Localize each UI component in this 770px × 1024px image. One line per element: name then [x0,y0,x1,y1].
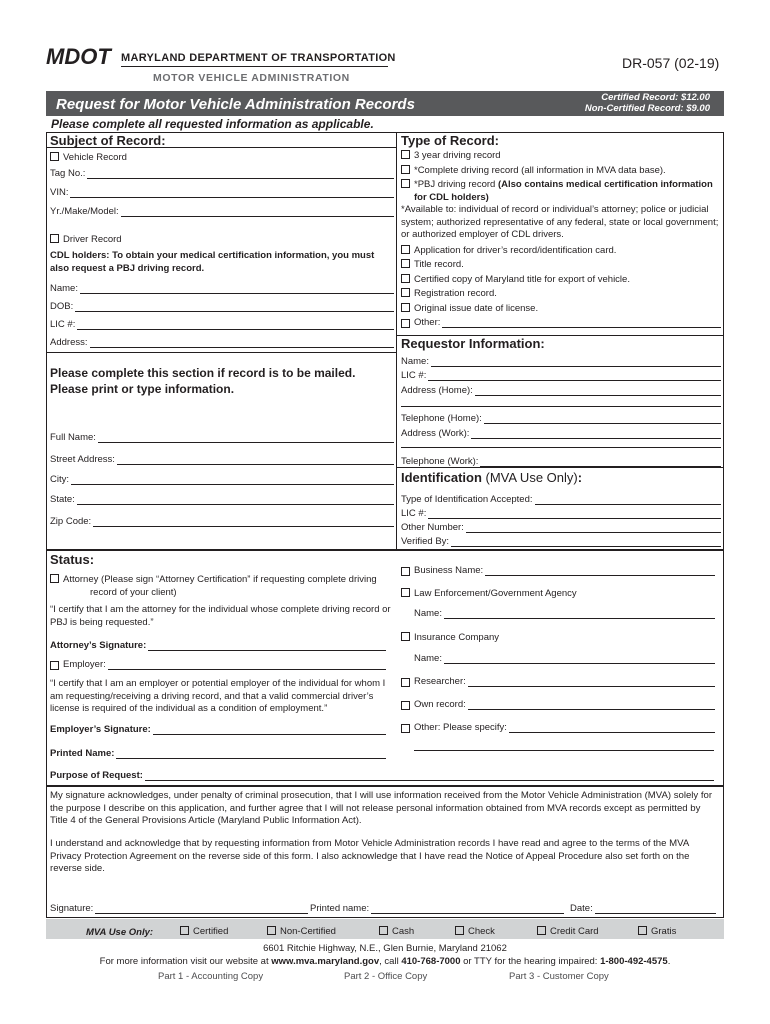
other-specify-label: Other: Please specify: [414,722,507,733]
agency-divider [121,66,388,67]
lic-field[interactable] [50,319,394,330]
type-title-option[interactable] [401,259,721,272]
law-enforcement-checkbox[interactable] [401,588,410,597]
fee-noncertified: Non-Certified Record: $9.00 [584,103,710,114]
id-verified-by-field[interactable] [401,536,721,547]
mva-credit-card-checkbox[interactable] [537,926,546,935]
id-lic-label: LIC #: [401,508,427,519]
subject-heading: Subject of Record: [50,133,166,148]
city-field[interactable] [50,474,394,485]
footer-info-d: . [667,956,671,967]
mva-noncertified-label: Non-Certified [280,926,336,937]
mva-certified-checkbox[interactable] [180,926,189,935]
legal-printed-name-field[interactable] [310,903,564,914]
mva-check-label: Check [468,926,495,937]
zip-code-field[interactable] [50,516,394,527]
employer-signature-label: Employer’s Signature: [50,724,151,735]
yr-make-model-field[interactable] [50,206,394,217]
employer-field[interactable] [50,659,386,670]
state-label: State: [50,494,75,505]
mdot-logo [46,45,116,67]
insurance-label: Insurance Company [414,632,500,643]
id-type-field[interactable] [401,494,721,505]
mva-noncertified-option[interactable] [267,926,336,937]
type-availability-note: *Available to: individual of record or individual’s attorney; police or judicial system; authorized representative of any federal, state or local government; or authorized employer of CDL drivers. [401,204,719,240]
type-list [401,150,721,315]
business-name-field[interactable] [401,565,715,576]
attorney-option[interactable] [50,574,390,599]
own-record-field[interactable] [401,699,715,710]
vin-field[interactable] [50,187,394,198]
telephone-work-label: Telephone (Work): [401,456,479,467]
id-verified-by-label: Verified By: [401,536,450,547]
footer-info-a: For more information visit our website at [99,956,272,967]
requestor-heading: Requestor Information: [401,336,545,351]
type-registration-checkbox[interactable] [401,288,410,297]
date-field[interactable] [570,903,716,914]
law-enforcement-label: Law Enforcement/Government Agency [414,588,577,599]
printed-name-field[interactable] [50,748,386,759]
fees [534,92,710,114]
vehicle-record-option[interactable] [50,152,127,163]
type-3yr-label: 3 year driving record [414,150,501,161]
mailing-heading [50,365,355,397]
own-record-label: Own record: [414,699,466,710]
type-export-label: Certified copy of Maryland title for export of vehicle. [414,273,630,285]
address-home-line2[interactable] [401,406,721,407]
researcher-label: Researcher: [414,676,466,687]
address-field[interactable] [50,337,394,348]
le-name-label: Name: [414,608,442,619]
printed-name-label: Printed Name: [50,748,115,759]
identification-heading-colon: : [577,470,583,485]
id-other-number-field[interactable] [401,522,721,533]
researcher-checkbox[interactable] [401,678,410,687]
business-checkbox[interactable] [401,567,410,576]
id-lic-field[interactable] [401,508,721,519]
type-heading: Type of Record: [401,133,499,148]
driver-record-checkbox[interactable] [50,234,59,243]
mailing-heading-line2: Please print or type information. [50,382,235,396]
street-address-label: Street Address: [50,454,115,465]
footer-contact [0,956,770,967]
full-name-label: Full Name: [50,432,96,443]
column-divider [396,132,397,550]
full-name-field[interactable] [50,432,394,443]
type-title-checkbox[interactable] [401,259,410,268]
part-1-label: Part 1 - Accounting Copy [158,971,264,982]
type-original-issue-label: Original issue date of license. [414,302,539,314]
type-3yr-checkbox[interactable] [401,150,410,159]
footer-tty: 1-800-492-4575 [600,956,668,967]
mva-check-checkbox[interactable] [455,926,464,935]
type-title-label: Title record. [414,259,464,270]
type-pbj-label: *PBJ driving record [414,179,498,190]
legal-paragraph-1: My signature acknowledges, under penalty of criminal prosecution, that I will use information received from the Motor Vehicle Administration (MVA) solely for the purpose I describe on this application, and further agree that I will not release personal information obtained from MVA records except as permitted by Title 4 of the General Provisions Article (Maryland Public Information Act). [50,790,713,826]
type-pbj-checkbox[interactable] [401,179,410,188]
attorney-checkbox[interactable] [50,574,59,583]
yr-make-model-label: Yr./Make/Model: [50,206,119,217]
type-export-option[interactable] [401,274,721,287]
form-number: DR-057 (02-19) [622,55,720,71]
type-complete-label: *Complete driving record (all information in MVA data base). [414,164,666,176]
type-export-checkbox[interactable] [401,274,410,283]
address-home-label: Address (Home): [401,385,473,396]
other-specify-field[interactable] [401,722,715,733]
id-other-number-label: Other Number: [401,522,464,533]
driver-record-option[interactable] [50,234,122,245]
requestor-name-label: Name: [401,356,429,367]
footer-address: 6601 Ritchie Highway, N.E., Glen Burnie, Maryland 21062 [263,943,507,954]
ins-name-label: Name: [414,653,442,664]
attorney-label: Attorney [63,574,102,585]
address-home-field[interactable] [401,385,721,396]
type-original-issue-checkbox[interactable] [401,303,410,312]
type-other-checkbox[interactable] [401,319,410,328]
ins-name-field[interactable] [414,653,715,664]
mva-use-label: MVA Use Only: [86,927,154,938]
dob-field[interactable] [50,301,394,312]
mva-certified-label: Certified [193,926,229,937]
identification-heading [401,470,582,485]
type-application-checkbox[interactable] [401,245,410,254]
fee-certified: Certified Record: $12.00 [601,92,710,103]
requestor-lic-field[interactable] [401,370,721,381]
le-name-field[interactable] [414,608,715,619]
address-work-field[interactable] [401,428,721,439]
signature-label: Signature: [50,903,94,914]
form-title: Request for Motor Vehicle Administration Records [56,96,415,113]
mailing-top-rule [46,352,396,353]
legal-printed-name-label: Printed name: [310,903,370,914]
mailing-heading-line1: Please complete this section if record is to be mailed. [50,366,356,380]
tag-no-label: Tag No.: [50,168,86,179]
type-application-option[interactable] [401,245,721,258]
mva-certified-option[interactable] [180,926,228,937]
insurance-option[interactable] [401,632,499,643]
footer-phone: 410-768-7000 [401,956,461,967]
identification-heading-rest: (MVA Use Only) [481,470,578,485]
mdot-logo-text: MDOT [46,45,111,67]
address-label: Address: [50,337,88,348]
type-application-label: Application for driver’s record/identification card. [414,244,617,256]
type-other-label: Other: [414,317,441,328]
mva-credit-card-label: Credit Card [550,926,599,937]
business-name-label: Business Name: [414,565,484,576]
type-3yr-option[interactable] [401,150,721,163]
telephone-home-field[interactable] [401,413,721,424]
mva-gratis-option[interactable] [638,926,676,937]
mva-cash-label: Cash [392,926,415,937]
other-specify-checkbox[interactable] [401,724,410,733]
mva-check-option[interactable] [455,926,495,937]
employer-label: Employer: [63,659,106,670]
type-pbj-option[interactable] [401,179,721,204]
type-complete-option[interactable] [401,165,721,178]
attorney-certification: “I certify that I am the attorney for the individual whose complete driving record or PBJ is being requested.” [50,604,391,628]
part-3-label: Part 3 - Customer Copy [509,971,609,982]
law-enforcement-option[interactable] [401,588,577,599]
type-original-issue-option[interactable] [401,303,721,316]
telephone-work-field[interactable] [401,456,721,467]
footer-website-link[interactable]: www.mva.maryland.gov [271,956,380,967]
vin-label: VIN: [50,187,69,198]
requestor-name-field[interactable] [401,356,721,367]
vehicle-record-checkbox[interactable] [50,152,59,161]
legal-paragraph-2: I understand and acknowledge that by requesting information from Motor Vehicle Administration records I have read and agree to the terms of the MVA Privacy Protection Agreement on the reverse side of this form. I also acknowledge that I have read the Notice of Appeal Procedure also set forth on the reverse side. [50,838,690,874]
address-work-label: Address (Work): [401,428,470,439]
name-label: Name: [50,283,78,294]
employer-signature-field[interactable] [50,724,386,735]
type-registration-option[interactable] [401,288,721,301]
employer-certification: “I certify that I am an employer or potential employer of the individual for whom I am requesting/receiving a driving record, and that a valid commercial driver’s license is required of the individual as a condition of employment.” [50,678,386,714]
other-specify-line2[interactable] [414,750,714,751]
purpose-label: Purpose of Request: [50,770,143,781]
type-complete-checkbox[interactable] [401,165,410,174]
footer-info-c: or TTY for the hearing impaired: [460,956,601,967]
part-2-label: Part 2 - Office Copy [344,971,428,982]
mva-cash-option[interactable] [379,926,414,937]
signature-field[interactable] [50,903,308,914]
driver-record-label: Driver Record [63,234,122,245]
identification-heading-bold: Identification [401,470,482,485]
employer-checkbox[interactable] [50,661,59,670]
type-pbj-note: (Also contains medical certification information for CDL holders) [414,179,713,203]
type-other-field[interactable] [401,317,721,328]
zip-code-label: Zip Code: [50,516,92,527]
mva-noncertified-checkbox[interactable] [267,926,276,935]
researcher-field[interactable] [401,676,715,687]
date-label: Date: [570,903,593,914]
telephone-home-label: Telephone (Home): [401,413,482,424]
own-record-checkbox[interactable] [401,701,410,710]
agency-name: MARYLAND DEPARTMENT OF TRANSPORTATION [121,52,396,64]
administration-name: MOTOR VEHICLE ADMINISTRATION [153,72,350,84]
requestor-lic-label: LIC #: [401,370,427,381]
type-registration-label: Registration record. [414,288,497,299]
name-field[interactable] [50,283,394,294]
attorney-note: (Please sign “Attorney Certification” if requesting complete driving record of your client) [90,574,377,598]
city-label: City: [50,474,69,485]
instruction: Please complete all requested information as applicable. [51,117,374,131]
id-type-label: Type of Identification Accepted: [401,494,533,505]
mva-gratis-checkbox[interactable] [638,926,647,935]
tag-no-field[interactable] [50,168,394,179]
mva-credit-card-option[interactable] [537,926,599,937]
footer-info-b: , call [379,956,402,967]
identification-top-rule [396,467,724,468]
attorney-signature-label: Attorney’s Signature: [50,640,147,651]
street-address-field[interactable] [50,454,394,465]
attorney-signature-field[interactable] [50,640,386,651]
mva-cash-checkbox[interactable] [379,926,388,935]
status-heading: Status: [50,552,95,567]
lic-label: LIC #: [50,319,76,330]
address-work-line2[interactable] [401,447,721,448]
dob-label: DOB: [50,301,74,312]
state-field[interactable] [50,494,394,505]
mva-gratis-label: Gratis [651,926,677,937]
insurance-checkbox[interactable] [401,632,410,641]
purpose-field[interactable] [50,770,714,781]
vehicle-record-label: Vehicle Record [63,152,127,163]
cdl-note: CDL holders: To obtain your medical certification information, you must also request a PBJ driving record. [50,250,375,274]
